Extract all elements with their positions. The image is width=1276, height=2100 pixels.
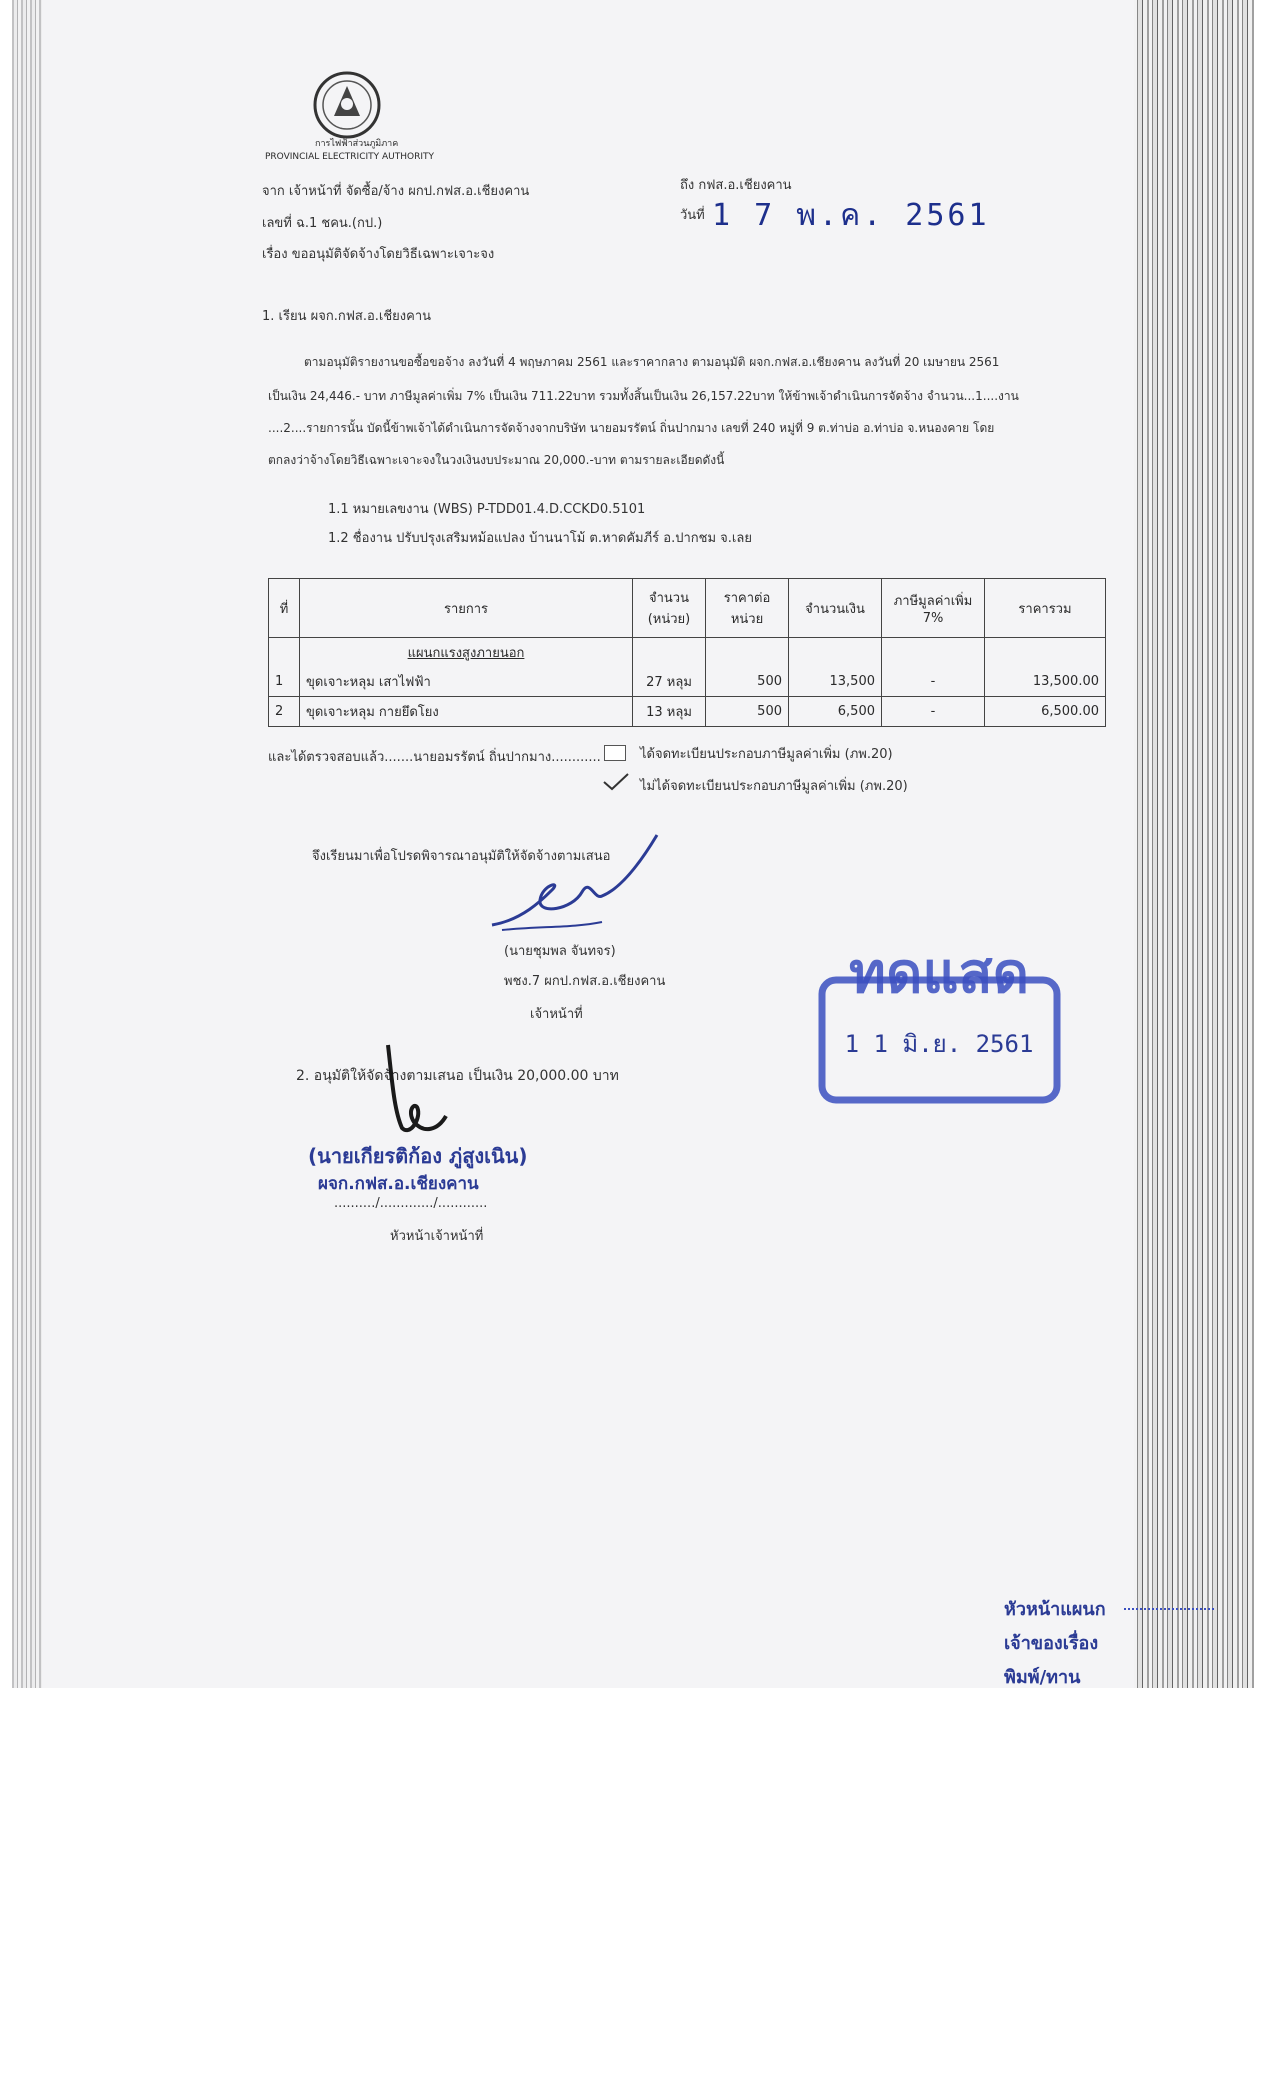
table-group-row (269, 638, 1106, 668)
scanned-document (12, 0, 1254, 1688)
row-no: 2 (269, 697, 300, 727)
header-item: รายการ (300, 579, 633, 638)
job-name: 1.2 ชื่องาน ปรับปรุงเสริมหม้อแปลง บ้านนาโม้ ต.หาดคัมภีร์ อ.ปากชม จ.เลย (328, 531, 752, 546)
table-row (269, 667, 1106, 697)
row-unit-price: 500 (706, 667, 789, 697)
officer-role: เจ้าหน้าที่ (530, 1007, 583, 1022)
from-line: จาก เจ้าหน้าที่ จัดซื้อ/จ้าง ผกป.กฟส.อ.เชียงคาน (262, 184, 530, 199)
header-vat: ภาษีมูลค่าเพิ่ม 7% (882, 579, 985, 638)
scan-edge-right (1134, 0, 1254, 1688)
verification-text: และได้ตรวจสอบแล้ว.......นายอมรรัตน์ ถิ่นปากมาง............ (268, 750, 601, 765)
row-vat: - (882, 667, 985, 697)
stamp-title: ทดแสด (849, 941, 1029, 1006)
officer-signature (482, 830, 682, 950)
routing-dots (1124, 1608, 1214, 1688)
approver-position: ผจก.กฟส.อ.เชียงคาน (318, 1174, 479, 1194)
pea-logo-icon (312, 70, 382, 140)
stamp-date: 1 1 มิ.ย. 2561 (844, 1030, 1034, 1058)
routing-line-3: พิมพ์/ทาน (1004, 1667, 1081, 1688)
document-number: เลขที่ ฉ.1 ชคน.(กป.) (262, 216, 383, 231)
scan-edge-left (12, 0, 42, 1688)
routing-line-1: หัวหน้าแผนก (1004, 1599, 1106, 1620)
header-no: ที่ (269, 579, 300, 638)
header-unit-price: ราคาต่อ หน่วย (706, 579, 789, 638)
vat-registered-label: ได้จดทะเบียนประกอบภาษีมูลค่าเพิ่ม (ภพ.20) (640, 747, 893, 762)
row-qty: 27 หลุม (633, 667, 706, 697)
received-stamp (807, 940, 1072, 1110)
to-line: ถึง กฟส.อ.เชียงคาน (680, 178, 792, 193)
subject-line: เรื่อง ขออนุมัติจัดจ้างโดยวิธีเฉพาะเจาะจง (262, 247, 495, 262)
approval-date-blank: ........../............./............ (334, 1196, 488, 1211)
table-header-row (269, 579, 1106, 638)
body-line-4: ตกลงว่าจ้างโดยวิธีเฉพาะเจาะจงในวงเงินงบประมาณ 20,000.-บาท ตามรายละเอียดดังนี้ (268, 453, 725, 467)
request-text: จึงเรียนมาเพื่อโปรดพิจารณาอนุมัติให้จัดจ้างตามเสนอ (312, 849, 611, 864)
row-vat: - (882, 697, 985, 727)
org-name-thai: การไฟฟ้าส่วนภูมิภาค (315, 139, 399, 149)
vat-registered-checkbox[interactable] (604, 745, 626, 761)
wbs-number: 1.1 หมายเลขงาน (WBS) P-TDD01.4.D.CCKD0.5101 (328, 502, 646, 517)
group-title: แผนกแรงสูงภายนอก (300, 638, 633, 668)
body-line-3: ....2....รายการนั้น บัดนี้ข้าพเจ้าได้ดำเนินการจัดจ้างจากบริษัท นายอมรรัตน์ ถิ่นปากมาง เลขที่ 240 หมู่ที่ 9 ต.ท่าบ่อ อ.ท่าบ่อ จ.หนองคาย โดย (268, 421, 995, 435)
approver-name: (นายเกียรติก้อง ภู่สูงเนิน) (308, 1144, 528, 1168)
row-total: 13,500.00 (985, 667, 1106, 697)
body-line-1: ตามอนุมัติรายงานขอซื้อขอจ้าง ลงวันที่ 4 พฤษภาคม 2561 และราคากลาง ตามอนุมัติ ผจก.กฟส.อ.เชียงคาน ลงวันที่ 20 เมษายน 2561 (304, 355, 1000, 369)
salutation: 1. เรียน ผจก.กฟส.อ.เชียงคาน (262, 309, 432, 324)
row-no: 1 (269, 667, 300, 697)
date-label: วันที่ (680, 208, 705, 223)
approver-signature (380, 1040, 460, 1140)
check-mark-icon[interactable] (602, 772, 630, 792)
row-amount: 6,500 (789, 697, 882, 727)
date-stamp-value: 1 7 พ.ค. 2561 (712, 198, 990, 233)
row-amount: 13,500 (789, 667, 882, 697)
table-row (269, 697, 1106, 727)
approval-text: 2. อนุมัติให้จัดจ้างตามเสนอ เป็นเงิน 20,000.00 บาท (296, 1068, 619, 1084)
header-amount: จำนวนเงิน (789, 579, 882, 638)
org-name-english: PROVINCIAL ELECTRICITY AUTHORITY (265, 152, 434, 162)
row-item: ขุดเจาะหลุม กายยึดโยง (300, 697, 633, 727)
row-total: 6,500.00 (985, 697, 1106, 727)
items-table (268, 578, 1106, 727)
header-total: ราคารวม (985, 579, 1106, 638)
routing-stamp (1002, 1590, 1217, 1688)
row-unit-price: 500 (706, 697, 789, 727)
row-item: ขุดเจาะหลุม เสาไฟฟ้า (300, 667, 633, 697)
body-line-2: เป็นเงิน 24,446.- บาท ภาษีมูลค่าเพิ่ม 7% เป็นเงิน 711.22บาท รวมทั้งสิ้นเป็นเงิน 26,157.22บาท ให้ข้าพเจ้าดำเนินการจัดจ้าง จำนวน...1....งาน (268, 389, 1019, 403)
routing-line-2: เจ้าของเรื่อง (1004, 1633, 1099, 1654)
row-qty: 13 หลุม (633, 697, 706, 727)
approver-role: หัวหน้าเจ้าหน้าที่ (390, 1229, 484, 1244)
officer-name: (นายชุมพล จันทจร) (504, 944, 616, 959)
officer-position: พชง.7 ผกป.กฟส.อ.เชียงคาน (504, 974, 666, 989)
vat-not-registered-label: ไม่ได้จดทะเบียนประกอบภาษีมูลค่าเพิ่ม (ภพ.20) (640, 779, 908, 794)
header-qty: จำนวน (หน่วย) (633, 579, 706, 638)
